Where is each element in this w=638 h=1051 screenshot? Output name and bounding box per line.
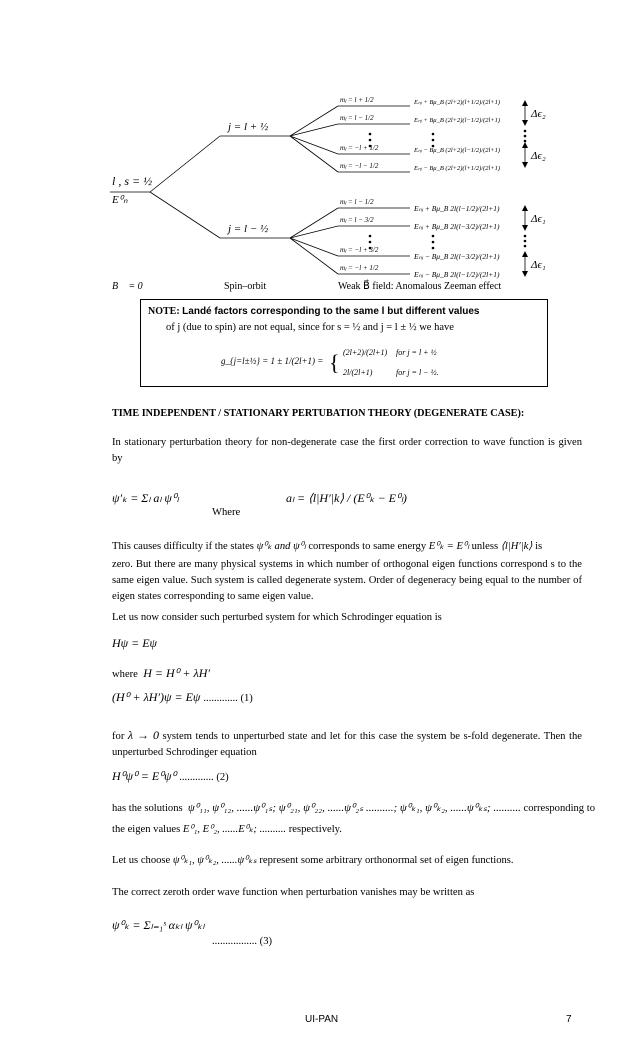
lande-formula-lhs: g_{j=l±½} = 1 ± 1/(2l+1) = bbox=[221, 356, 324, 366]
eq-3-tag: ................. (3) bbox=[212, 936, 273, 947]
mj-label: mⱼ = −l + 3/2 bbox=[340, 246, 379, 254]
section-heading: TIME INDEPENDENT / STATIONARY PERTUBATION THEORY (DEGENERATE CASE): bbox=[112, 408, 525, 419]
eq-schrodinger: Hψ = Eψ bbox=[112, 636, 157, 650]
paragraph-7: The correct zeroth order wave function when perturbation vanishes may be written as bbox=[112, 887, 475, 898]
eq-psi-first-order: ψ′ₖ = Σₗ aₗ ψ⁰ₗ bbox=[112, 491, 179, 505]
left-state-label: l , s = ½ bbox=[112, 174, 153, 188]
mj-label: mⱼ = l + 1/2 bbox=[340, 96, 374, 104]
mj-label: mⱼ = −l + 1/2 bbox=[340, 264, 379, 272]
paragraph-3: Let us now consider such perturbed system for which Schrodinger equation is bbox=[112, 612, 442, 623]
mj-label: mⱼ = l − 3/2 bbox=[340, 216, 374, 224]
paragraph-6: Let us choose ψ⁰ₖ₁, ψ⁰ₖ₂, ......ψ⁰ₖₛ represent some arbitrary orthonormal set of eigen functions. bbox=[112, 855, 514, 866]
level-energy: Eₙⱼ − Bμ_B 2l(l−1/2)/(2l+1) bbox=[414, 270, 500, 279]
mj-label: mⱼ = −l − 1/2 bbox=[340, 162, 379, 170]
where-label: Where bbox=[212, 507, 241, 518]
level-energy: Eₙⱼ + Bμ_B 2l(l−1/2)/(2l+1) bbox=[414, 204, 500, 213]
delta-label: Δϵ₁ bbox=[531, 259, 546, 271]
lower-j-label: j = l − ½ bbox=[228, 223, 269, 235]
left-energy-label: E⁰ₙ bbox=[112, 194, 128, 206]
eq-1: (H⁰ + λH′)ψ = Eψ ............. (1) bbox=[112, 690, 253, 704]
lande-case1-cond: for j = l + ½ bbox=[396, 348, 437, 357]
lande-case2-value: 2l/(2l+1) bbox=[343, 368, 373, 377]
paragraph-5-line2: the eigen values E⁰₁, E⁰₂, ......E⁰ₖ; .......... respectively. bbox=[112, 824, 342, 835]
paragraph-2-line1: This causes difficulty if the states ψ⁰ₖ and ψ⁰ₗ corresponds to same energy E⁰ₖ = E⁰ₗ unless ⟨l|H′|k⟩ is bbox=[112, 541, 543, 552]
weak-field-label: Weak B⃗ field: Anomalous Zeeman effect bbox=[338, 281, 502, 292]
note-line2: of j (due to spin) are not equal, since for s = ½ and j = l ± ½ we have bbox=[166, 322, 454, 333]
mj-label: mⱼ = −l + 1/2 bbox=[340, 144, 379, 152]
delta-label: Δϵ₁ bbox=[531, 213, 546, 225]
level-energy: Eₙⱼ − Bμ_B (2l+2)(l+1/2)/(2l+1) bbox=[414, 165, 501, 172]
level-energy: Eₙⱼ + Bμ_B 2l(l−3/2)/(2l+1) bbox=[414, 222, 500, 231]
note-line1: Landé factors corresponding to the same l but different values bbox=[182, 306, 480, 317]
b-zero-label: B⃗ = 0 bbox=[112, 281, 143, 292]
lande-note-box bbox=[140, 299, 548, 387]
eq-2: H⁰ψ⁰ = E⁰ψ⁰ ............. (2) bbox=[112, 769, 229, 783]
level-energy: Eₙⱼ − Bμ_B (2l+2)(l−1/2)/(2l+1) bbox=[414, 147, 501, 154]
paragraph-1: In stationary perturbation theory for non-degenerate case the first order correction to wave function is given by bbox=[112, 437, 582, 464]
delta-label: Δϵ₂ bbox=[531, 150, 546, 162]
upper-j-label: j = l + ½ bbox=[228, 121, 269, 133]
paragraph-5-line1: has the solutions ψ⁰₁₁, ψ⁰₁₂, ......ψ⁰₁ₛ; ψ⁰₂₁, ψ⁰₂₂, ......ψ⁰₂ₛ ..........; ψ⁰ₖ₁, ψ⁰ₖ₂, ......ψ⁰ₖₛ; .......... corresponding to bbox=[112, 802, 595, 814]
level-energy: Eₙⱼ + Bμ_B (2l+2)(l−1/2)/(2l+1) bbox=[414, 117, 501, 124]
spin-orbit-label: Spin–orbit bbox=[224, 281, 267, 292]
lande-case1-value: (2l+2)/(2l+1) bbox=[343, 348, 388, 357]
page-number: 7 bbox=[566, 1014, 572, 1025]
level-energy: Eₙⱼ − Bμ_B 2l(l−3/2)/(2l+1) bbox=[414, 252, 500, 261]
footer-center: UI-PAN bbox=[305, 1014, 339, 1025]
eq-3: ψ⁰ₖ = Σₗ₌₁ˢ αₖₗ ψ⁰ₖₗ bbox=[112, 918, 205, 932]
paragraph-2: zero. But there are many physical systems in which number of orthogonal eigen functions correspond s to the same eigen value. Such system is called degenerate system. Order of degeneracy being equal to the number of eigen states corresponding to same eigen value. bbox=[112, 559, 582, 602]
mj-label: mⱼ = l − 1/2 bbox=[340, 198, 374, 206]
eq-a-coefficient: aₗ = ⟨l|H′|k⟩ / (E⁰ₖ − E⁰ₗ) bbox=[286, 491, 407, 505]
note-label: NOTE: bbox=[148, 306, 180, 317]
paragraph-4: for λ → 0 system tends to unperturbed state and let for this case the system be s-fold degenerate. Then the unperturbed Schrodinger equation bbox=[112, 728, 582, 758]
delta-label: Δϵ₂ bbox=[531, 108, 546, 120]
brace-icon: { bbox=[329, 350, 340, 375]
eq-hamiltonian-line: where H = H⁰ + λH′ bbox=[112, 666, 211, 680]
lande-case2-cond: for j = l − ½. bbox=[396, 368, 439, 377]
zeeman-diagram bbox=[0, 0, 638, 300]
mj-label: mⱼ = l − 1/2 bbox=[340, 114, 374, 122]
level-energy: Eₙⱼ + Bμ_B (2l+2)(l+1/2)/(2l+1) bbox=[414, 99, 501, 106]
